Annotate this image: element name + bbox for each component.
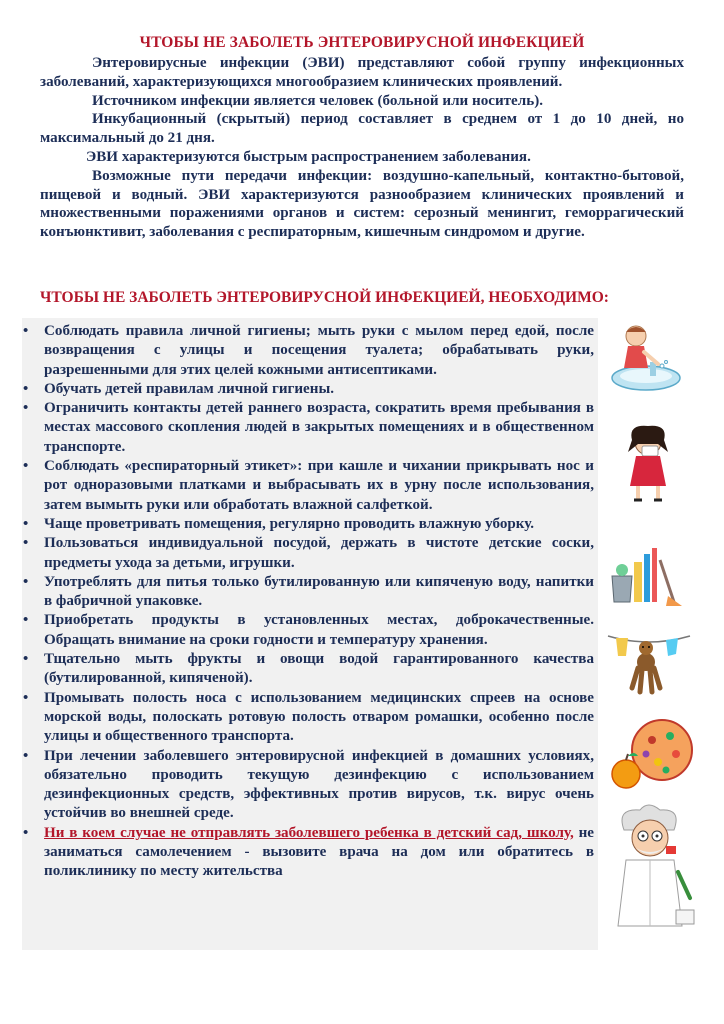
list-item: • Соблюдать правила личной гигиены; мыть руки с мылом перед едой, после возвращения с улицы и посещения туалета; обрабатывать руки, разрешенными для этих целей кожными антисептиками.: [44, 322, 594, 380]
intro-paragraph: Возможные пути передачи инфекции: воздушно-капельный, контактно-бытовой, пищевой и водный. ЭВИ характеризуются разнообразием клинических проявлений и множественными поражениями органов и систем: серозный менингит, геморрагический конъюнктивит, заболевания с респираторным, кишечным синдромом и другие.: [40, 167, 684, 241]
list-item-warning: [44, 824, 594, 882]
fruits-icon: [606, 712, 698, 794]
intro-paragraph: Источником инфекции является человек (больной или носитель).: [92, 92, 544, 109]
doctor-icon: [606, 802, 702, 932]
list-item: • Промывать полость носа с использованием медицинских спреев на основе морской воды, полоскать ротовую полость отваром ромашки, особенно после улицы и общественного транспорта.: [44, 689, 594, 747]
warning-rest-text: не заниматься самолечением - вызовите врача на дом или обратитесь в поликлинику по месту жительства: [44, 824, 594, 880]
rules-list: [44, 322, 594, 882]
list-item: • Чаще проветривать помещения, регулярно проводить влажную уборку.: [44, 515, 594, 534]
list-item: • Соблюдать «респираторный этикет»: при кашле и чихании прикрывать нос и рот одноразовыми платками и выбрасывать их в урну после использования, затем вымыть руки или обработать влажной салфеткой.: [44, 457, 594, 515]
section-heading: ЧТОБЫ НЕ ЗАБОЛЕТЬ ЭНТЕРОВИРУСНОЙ ИНФЕКЦИЕЙ, НЕОБХОДИМО:: [40, 289, 609, 306]
intro-paragraph: Энтеровирусные инфекции (ЭВИ) представляют собой группу инфекционных заболеваний, характеризующихся многообразием клинических проявлений.: [40, 55, 684, 90]
cleaning-supplies-icon: [604, 540, 688, 608]
page-title: ЧТОБЫ НЕ ЗАБОЛЕТЬ ЭНТЕРОВИРУСНОЙ ИНФЕКЦИЕЙ: [139, 34, 585, 51]
toys-on-clothesline-icon: [606, 628, 692, 698]
intro-text: [40, 54, 684, 242]
intro-paragraph: ЭВИ характеризуются быстрым распространением заболевания.: [86, 148, 531, 165]
list-item: • При лечении заболевшего энтеровирусной инфекцией в домашних условиях, обязательно проводить текущую дезинфекцию с использованием дезинфекционных средств, эффективных против вирусов, т.к. вирус очень устойчив во внешней среде.: [44, 747, 594, 824]
list-item: • Ограничить контакты детей раннего возраста, сократить время пребывания в местах массового скопления людей в закрытых помещениях и в общественном транспорте.: [44, 399, 594, 457]
list-item: • Пользоваться индивидуальной посудой, держать в чистоте детские соски, предметы ухода за детьми, игрушки.: [44, 534, 594, 573]
list-item: • Тщательно мыть фрукты и овощи водой гарантированного качества (бутилированной, кипяченой).: [44, 650, 594, 689]
sneezing-girl-icon: [608, 420, 688, 504]
intro-paragraph: Инкубационный (скрытый) период составляет в среднем от 1 до 10 дней, но максимальный до 21 дня.: [40, 111, 684, 147]
warning-text: Ни в коем случае не отправлять заболевшего ребенка в детский сад, школу,: [44, 824, 574, 841]
child-washing-hands-icon: [606, 322, 686, 394]
list-item: • Приобретать продукты в установленных местах, доброкачественные. Обращать внимание на сроки годности и температуру хранения.: [44, 611, 594, 650]
list-item: • Обучать детей правилам личной гигиены.: [44, 380, 594, 399]
list-item: • Употреблять для питья только бутилированную или кипяченую воду, напитки в фабричной упаковке.: [44, 573, 594, 612]
